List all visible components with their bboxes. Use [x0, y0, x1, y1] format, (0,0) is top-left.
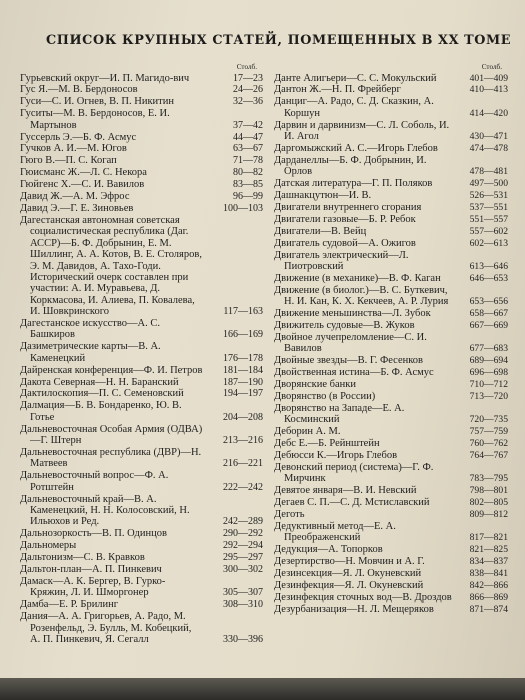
entry-columns: 330—396 [223, 634, 263, 645]
entry-title: Гурьевский округ—И. П. Магидо-вич [20, 72, 190, 84]
entry-title: Датская литература—Г. П. Поляков [274, 178, 433, 190]
entry-columns: 613—646 [469, 261, 508, 272]
index-entry [274, 84, 508, 95]
column-header: Столб. [236, 63, 257, 71]
entry-title: Дезинфекция—Я. Л. Окуневский [274, 579, 424, 591]
entry-columns: 764—767 [469, 450, 508, 461]
entry-columns: 713—720 [469, 390, 508, 402]
index-entry [274, 355, 508, 366]
index-entry [274, 202, 508, 213]
entry-title: Дарвин и дарвинизм—С. Л. Соболь, И. И. Агол [274, 119, 450, 143]
entry-title: Дебюсси К.—Игорь Глебов [274, 450, 398, 461]
entry-title: Двигатель судовой—А. Ожигов [274, 237, 416, 249]
entry-list-right [274, 73, 508, 616]
index-entry [20, 84, 263, 95]
entry-title: Дамба—Е. Р. Брилинг [20, 599, 119, 611]
entry-columns: 32—36 [233, 96, 263, 108]
index-entry [274, 73, 508, 84]
entry-columns: 187—190 [223, 376, 263, 388]
index-entry [20, 191, 263, 202]
entry-columns: 44—47 [233, 131, 263, 143]
index-entry [20, 203, 263, 214]
entry-columns: 194—197 [223, 388, 263, 400]
entry-title: Давид Э.—Г. Е. Зиновьев [20, 202, 134, 214]
entry-columns: 783—795 [469, 473, 508, 485]
index-entry [20, 96, 263, 107]
entry-title: Дедукция—А. Топорков [274, 544, 383, 556]
index-entry [20, 540, 263, 551]
entry-title: Данте Алигьери—С. С. Мокульский [274, 72, 437, 84]
entry-title: Дашнакцутюн—И. В. [274, 190, 372, 202]
index-entry [274, 568, 508, 579]
entry-columns: 176—178 [223, 352, 263, 364]
index-entry [274, 250, 508, 273]
entry-columns: 181—184 [223, 364, 263, 376]
entry-title: Двойные звезды—В. Г. Фесенков [274, 355, 424, 367]
index-entry [20, 400, 263, 423]
entry-columns: 290—292 [223, 528, 263, 540]
index-entry [20, 155, 263, 166]
index-entry [20, 564, 263, 575]
entry-columns: 474—478 [469, 142, 508, 154]
entry-title: Двигатели газовые—Б. Р. Ребок [274, 213, 416, 225]
entry-columns: 551—557 [469, 213, 508, 225]
index-entry [274, 238, 508, 249]
entry-columns: 414—420 [469, 107, 508, 119]
entry-columns: 17—23 [233, 72, 263, 84]
entry-title: Деборин А. М. [274, 426, 341, 438]
entry-columns: 100—103 [223, 202, 263, 214]
entry-columns: 295—297 [223, 552, 263, 564]
entry-title: Дальтон-план—А. П. Пинкевич [20, 564, 162, 576]
entry-title: Дворянские банки [274, 379, 357, 391]
entry-columns: 401—409 [469, 72, 508, 84]
left-column [20, 62, 263, 645]
entry-title: Дальневосточный вопрос—Ф. А. Ротштейн [20, 470, 169, 493]
entry-title: Дезурбанизация—Н. Л. Мещеряков [274, 603, 434, 615]
entry-title: Движение меньшинства—Л. Зубок [274, 308, 431, 320]
entry-columns: 292—294 [223, 540, 263, 552]
column-header: Столб. [481, 63, 502, 71]
index-entry [274, 426, 508, 437]
index-entry [274, 226, 508, 237]
entry-columns: 478—481 [469, 166, 508, 178]
entry-columns: 677—683 [469, 343, 508, 355]
index-entry [20, 494, 263, 528]
entry-columns: 646—653 [469, 272, 508, 284]
entry-columns: 117—163 [223, 306, 263, 318]
entry-title: Двойное лучепреломление—С. И. Вавилов [274, 331, 427, 355]
entry-title: Девонский период (система)—Г. Ф. Мирчинк [274, 461, 434, 485]
entry-columns: 720—735 [469, 414, 508, 426]
entry-columns: 696—698 [469, 367, 508, 379]
entry-columns: 838—841 [469, 568, 508, 580]
entry-title: Дамаск—А. К. Бергер, В. Гурко-Кряжин, Л. И. Шморгонер [20, 575, 166, 599]
entry-title: Дальномеры [20, 540, 77, 552]
entry-title: Двойственная истина—Б. Ф. Асмус [274, 367, 434, 379]
index-entry [274, 379, 508, 390]
entry-columns: 834—837 [469, 556, 508, 568]
entry-columns: 871—874 [469, 603, 508, 615]
index-entry [20, 341, 263, 364]
index-entry [274, 391, 508, 402]
entry-title: Гуссерль Э.—Б. Ф. Асмус [20, 131, 137, 143]
entry-columns: 216—221 [223, 458, 263, 470]
entry-title: Гучков А. И.—М. Югов [20, 143, 127, 155]
entry-title: Дальневосточная республика (ДВР)—Н. Матвеев [20, 447, 202, 470]
entry-title: Деготь [274, 509, 305, 521]
entry-columns: 24—26 [233, 84, 263, 96]
entry-columns: 242—289 [223, 516, 263, 528]
entry-columns: 821—825 [469, 544, 508, 556]
index-entry [20, 73, 263, 84]
right-column [274, 62, 508, 615]
index-entry [274, 509, 508, 520]
entry-columns: 204—208 [223, 411, 263, 423]
index-entry [20, 388, 263, 399]
index-entry [274, 190, 508, 201]
entry-title: Дедуктивный метод—Е. А. Преображенский [274, 520, 396, 544]
index-entry [274, 580, 508, 591]
index-entry [274, 367, 508, 378]
index-entry [274, 497, 508, 508]
entry-title: Двигатели внутреннего сгорания [274, 201, 422, 213]
entry-title: Дазиметрические карты—В. А. Каменецкий [20, 341, 161, 364]
entry-columns: 602—613 [469, 237, 508, 249]
entry-columns: 689—694 [469, 355, 508, 367]
entry-title: Гюйгенс Х.—С. И. Вавилов [20, 179, 145, 191]
index-entry [20, 611, 263, 645]
entry-columns: 557—602 [469, 225, 508, 237]
entry-columns: 842—866 [469, 579, 508, 591]
entry-title: Давид Ж.—А. М. Эфрос [20, 191, 130, 203]
entry-title: Движение (в биолог.)—В. С. Буткевич, Н. И. Кан, К. Х. Кекчеев, А. Р. Лурия [274, 284, 449, 308]
entry-title: Гус Я.—М. В. Бердоносов [20, 84, 138, 96]
index-entry [274, 462, 508, 485]
entry-columns: 63—67 [233, 143, 263, 155]
entry-title: Дания—А. А. Григорьев, А. Радо, М. Розенфельд, Э. Булль, М. Кобецкий, А. П. Пинкевич, Я. Сегалл [20, 611, 192, 645]
entry-columns: 802—805 [469, 497, 508, 509]
entry-title: Дворянство (в России) [274, 390, 376, 402]
index-entry [274, 273, 508, 284]
index-entry [20, 528, 263, 539]
entry-title: Дантон Ж.—Н. П. Фрейберг [274, 84, 401, 96]
index-entry [274, 604, 508, 615]
entry-title: Гуситы—М. В. Бердоносов, Е. И. Мартынов [20, 108, 170, 131]
index-entry [20, 318, 263, 341]
entry-title: Дагестанская автономная советская социалистическая республика (Даг. АССР)—Б. Ф. Добрынин, Е. М. Шиллинг, А. А. Котов, В. Е. Столяров, Э. М. Давидов, А. Тахо-Годи. Исторический очерк составлен при участии: А. И. Муравьева, Д. Коркмасова, И. Алиева, П. Ковалева, И. Шовкринского [20, 214, 202, 318]
entry-title: Дегаев С. П.—С. Д. Мстиславский [274, 497, 430, 509]
entry-columns: 866—869 [469, 591, 508, 603]
entry-title: Гюисманс Ж.—Л. С. Некора [20, 167, 147, 179]
entry-columns: 37—42 [233, 119, 263, 131]
entry-columns: 667—669 [469, 320, 508, 332]
index-entry [274, 450, 508, 461]
entry-columns: 80—82 [233, 167, 263, 179]
entry-columns: 760—762 [469, 438, 508, 450]
index-entry [20, 470, 263, 493]
index-entry [20, 424, 263, 447]
index-entry [274, 332, 508, 355]
entry-columns: 526—531 [469, 190, 508, 202]
index-entry [274, 285, 508, 308]
index-entry [20, 365, 263, 376]
entry-columns: 809—812 [469, 509, 508, 521]
entry-title: Дакота Северная—Н. Н. Баранский [20, 376, 179, 388]
entry-columns: 222—242 [223, 481, 263, 493]
entry-title: Гюго В.—П. С. Когап [20, 155, 117, 167]
entry-title: Движитель судовые—В. Жуков [274, 320, 415, 332]
entry-columns: 757—759 [469, 426, 508, 438]
entry-title: Девятое января—В. И. Невский [274, 485, 417, 497]
entry-title: Двигатель электрический—Л. Пиотровский [274, 249, 409, 272]
index-entry [20, 599, 263, 610]
index-entry [274, 96, 508, 119]
entry-columns: 658—667 [469, 308, 508, 320]
index-entry [20, 108, 263, 131]
entry-columns: 537—551 [469, 201, 508, 213]
entry-columns: 817—821 [469, 532, 508, 544]
index-entry [20, 377, 263, 388]
index-entry [274, 120, 508, 143]
entry-title: Дактилоскопия—П. С. Семеновский [20, 388, 184, 400]
entry-columns: 305—307 [223, 587, 263, 599]
entry-title: Дезертирство—Н. Мовчин и А. Г. [274, 556, 425, 568]
entry-columns: 497—500 [469, 178, 508, 190]
entry-title: Дальневосточный край—В. А. Каменецкий, Н. Н. Колосовский, Н. Ильюхов и Ред. [20, 493, 190, 528]
index-entry [20, 576, 263, 599]
index-entry [20, 447, 263, 470]
entry-columns: 798—801 [469, 485, 508, 497]
index-entry [274, 485, 508, 496]
index-entry [274, 320, 508, 331]
index-entry [274, 438, 508, 449]
entry-columns: 653—656 [469, 296, 508, 308]
entry-columns: 410—413 [469, 84, 508, 96]
entry-title: Дарданеллы—Б. Ф. Добрынин, И. Орлов [274, 154, 427, 178]
entry-title: Дезинсекция—Я. Л. Окуневский [274, 568, 422, 580]
entry-title: Дальтонизм—С. В. Кравков [20, 552, 145, 564]
entry-title: Данциг—А. Радо, С. Д. Сказкин, А. Коршун [274, 96, 434, 119]
entry-title: Дворянство на Западе—Е. А. Косминский [274, 402, 405, 426]
index-entry [274, 592, 508, 603]
index-entry [20, 132, 263, 143]
entry-title: Дезинфекция сточных вод—В. Дроздов [274, 591, 452, 603]
index-entry [20, 552, 263, 563]
index-entry [274, 214, 508, 225]
index-entry [274, 521, 508, 544]
entry-columns: 300—302 [223, 564, 263, 576]
entry-title: Дайренская конференция—Ф. И. Петров [20, 364, 203, 376]
entry-columns: 430—471 [469, 131, 508, 143]
index-entry [20, 179, 263, 190]
entry-columns: 83—85 [233, 179, 263, 191]
entry-columns: 96—99 [233, 191, 263, 203]
entry-title: Дальнозоркость—В. П. Одинцов [20, 528, 167, 540]
index-entry [274, 155, 508, 178]
index-entry [20, 167, 263, 178]
index-entry [20, 143, 263, 154]
index-entry [274, 556, 508, 567]
entry-title: Движение (в механике)—В. Ф. Каган [274, 272, 441, 284]
entry-columns: 710—712 [469, 379, 508, 391]
index-entry [274, 544, 508, 555]
entry-title: Далмация—Б. В. Бондаренко, Ю. В. Готье [20, 400, 182, 423]
page-bottom-shadow [0, 678, 525, 700]
entry-columns: 308—310 [223, 599, 263, 611]
page-title: СПИСОК КРУПНЫХ СТАТЕЙ, ПОМЕЩЕННЫХ В XX ТОМЕ [46, 33, 512, 48]
entry-list-left [20, 73, 263, 646]
entry-title: Гуси—С. И. Огнев, В. П. Никитин [20, 96, 174, 108]
entry-columns: 213—216 [223, 435, 263, 447]
entry-title: Дальневосточная Особая Армия (ОДВА)—Г. Штерн [20, 423, 203, 447]
index-entry [274, 178, 508, 189]
index-entry [274, 143, 508, 154]
entry-title: Даргомыжский А. С.—Игорь Глебов [274, 142, 438, 154]
index-entry [274, 403, 508, 426]
entry-title: Дебс Е.—Б. Рейнштейн [274, 438, 380, 450]
entry-columns: 71—78 [233, 155, 263, 167]
entry-columns: 166—169 [223, 329, 263, 341]
entry-title: Дагестанское искусство—А. С. Башкиров [20, 318, 160, 341]
index-entry [20, 215, 263, 318]
entry-title: Двигатели—В. Вейц [274, 225, 367, 237]
index-entry [274, 308, 508, 319]
